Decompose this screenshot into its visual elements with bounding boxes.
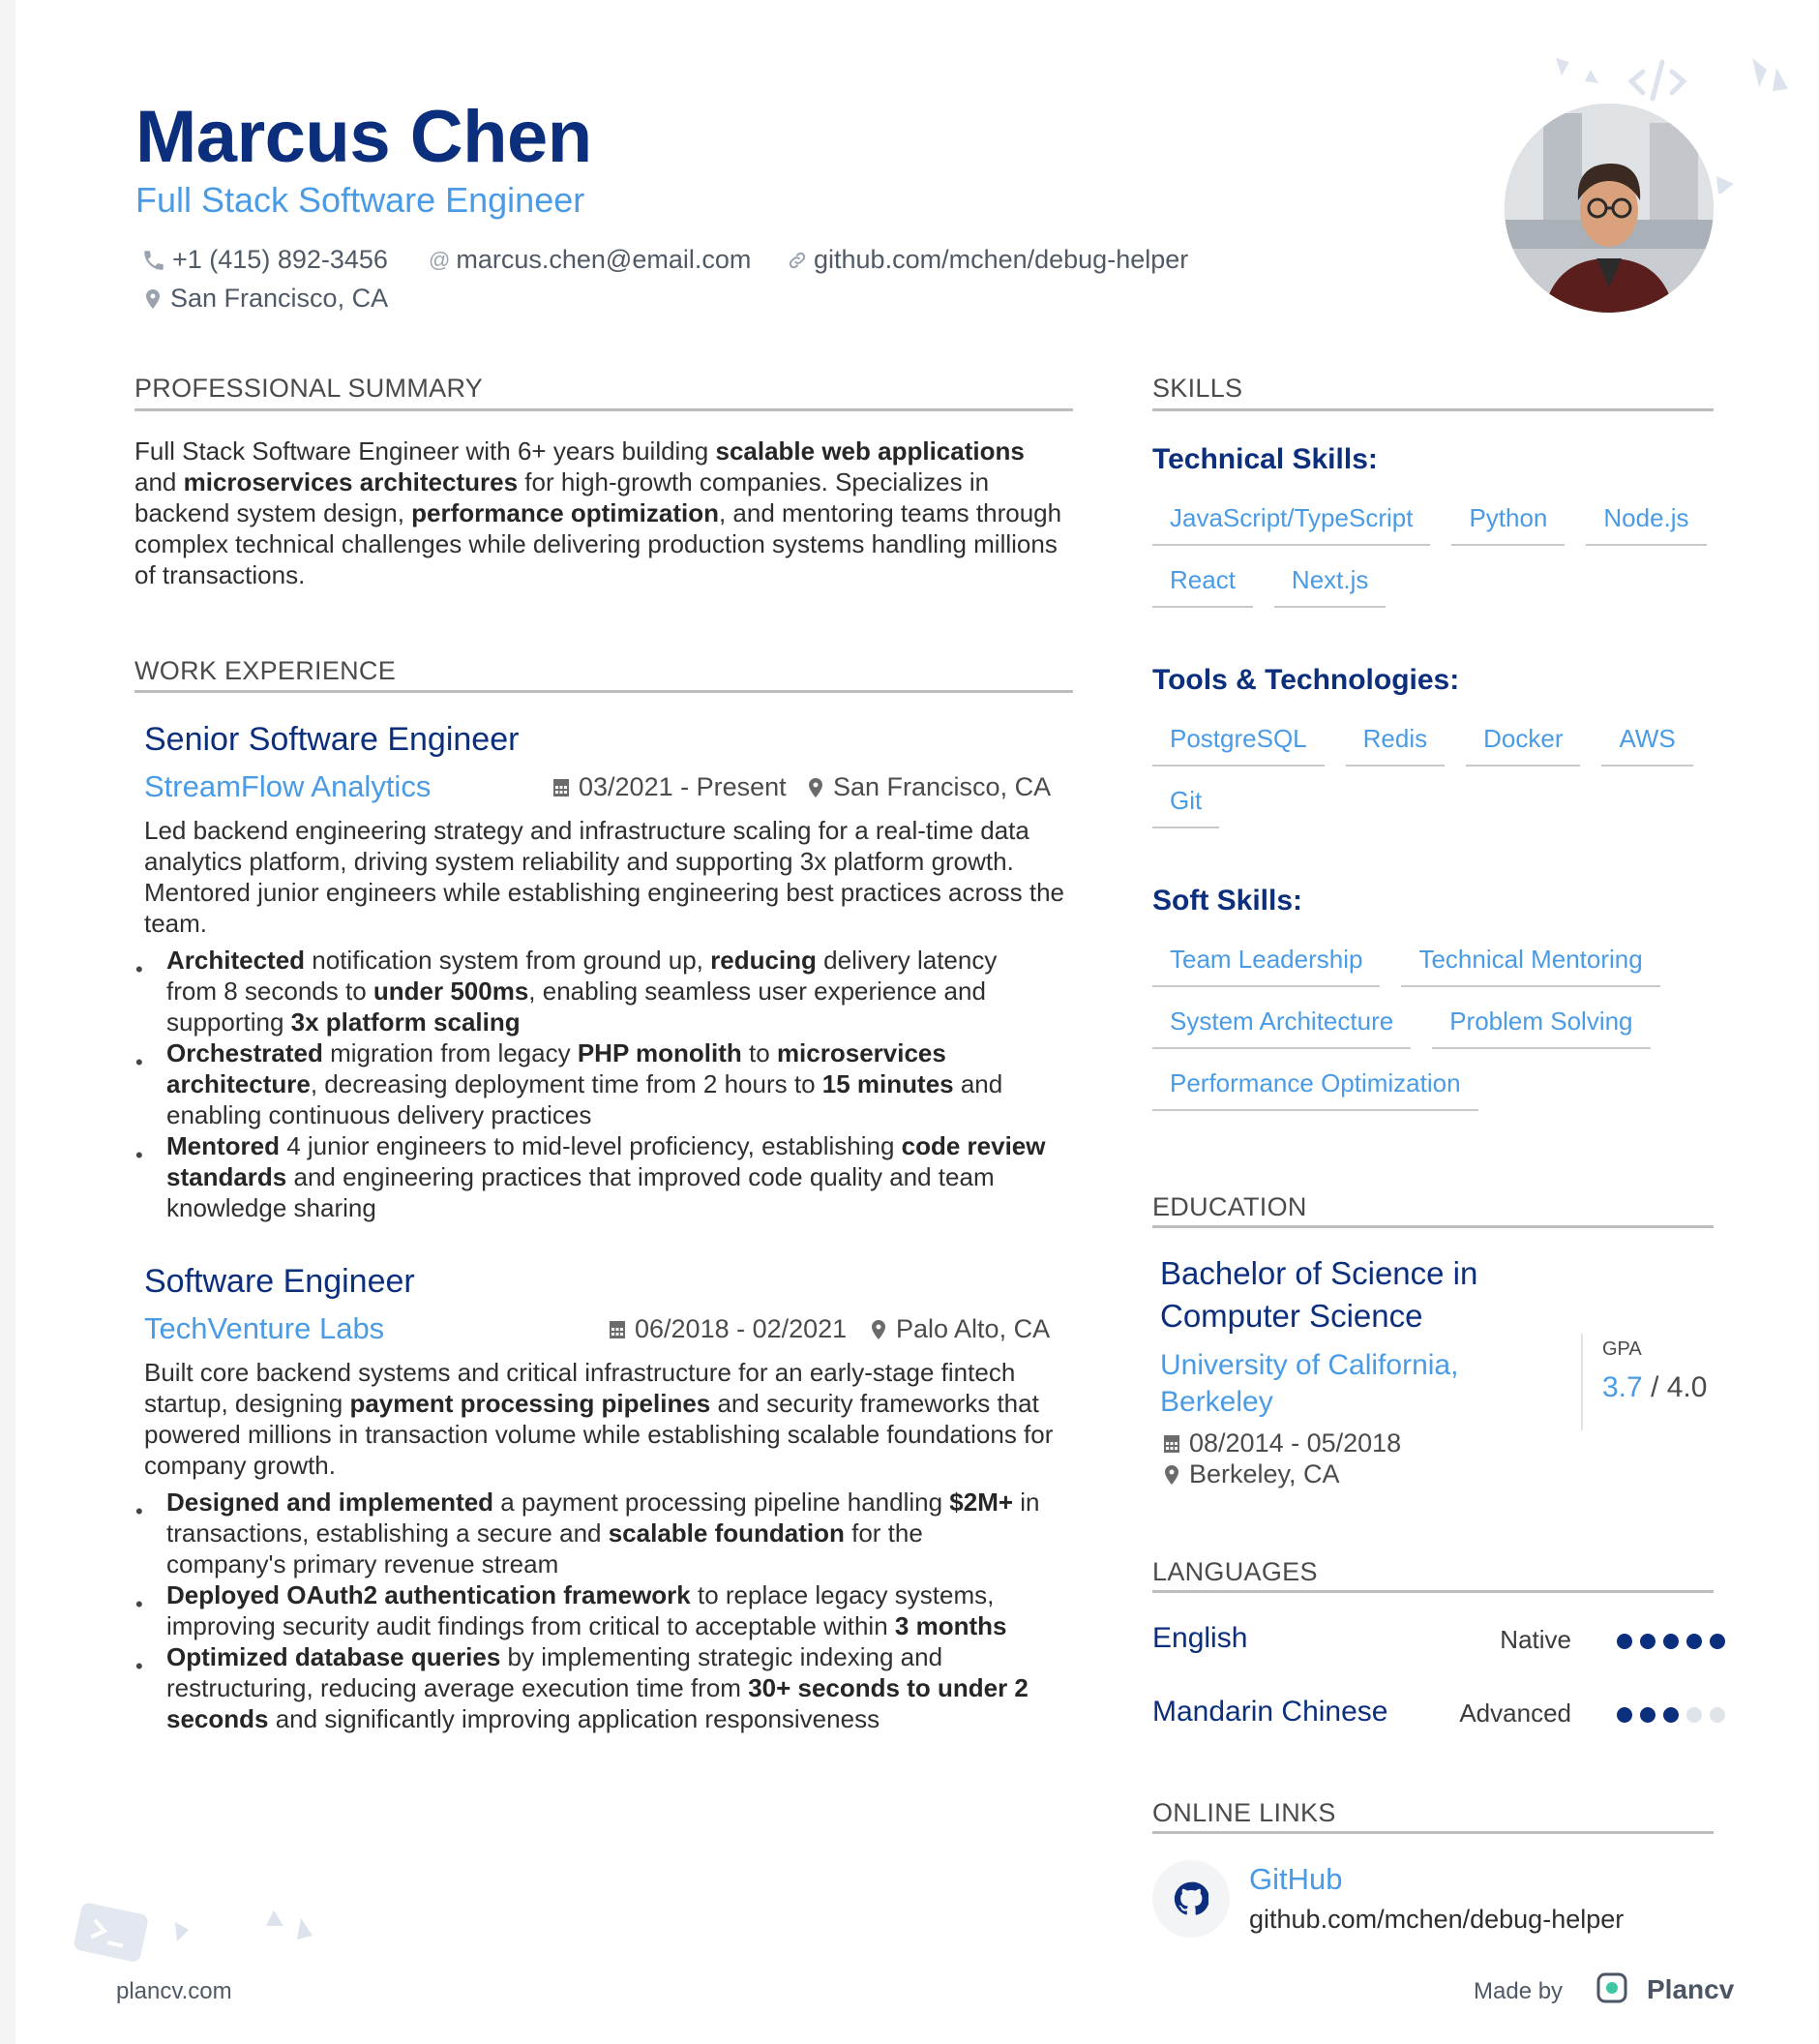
gpa-label: GPA — [1602, 1338, 1642, 1360]
skill-tags — [1152, 716, 1723, 828]
education-dates: 08/2014 - 05/2018 — [1160, 1428, 1401, 1458]
summary-text: Full Stack Software Engineer with 6+ years building scalable web applications and microservices architectures for high-growth companies. Specializes in backend system design, performance optimization, and mentoring teams through complex technical challenges while delivering production systems handling millions of transactions. — [134, 436, 1062, 589]
resume-page — [15, 0, 1819, 2044]
language-rating — [1617, 1634, 1725, 1649]
company-name: TechVenture Labs — [144, 1311, 385, 1345]
languages-divider — [1152, 1590, 1714, 1593]
candidate-name: Marcus Chen — [135, 96, 592, 178]
skill-tag: React — [1152, 557, 1253, 608]
education-divider — [1152, 1225, 1714, 1228]
contact-email[interactable] — [429, 245, 751, 275]
rating-dot-filled — [1663, 1634, 1679, 1649]
experience-divider — [134, 690, 1073, 693]
contact-website[interactable] — [787, 245, 1188, 275]
skill-group-label: Soft Skills: — [1152, 885, 1303, 917]
skills-divider — [1152, 408, 1714, 411]
language-name: Mandarin Chinese — [1152, 1696, 1388, 1728]
skill-tag: AWS — [1601, 716, 1692, 766]
location-pin-icon — [867, 1316, 890, 1343]
links-heading: ONLINE LINKS — [1152, 1798, 1336, 1827]
github-icon — [1174, 1881, 1208, 1916]
contact-location — [141, 284, 388, 314]
list-item: • Deployed OAuth2 authentication framework to replace legacy systems, improving security audit findings from critical to acceptable within 3 months — [99, 1579, 1047, 1641]
job-bullets — [99, 1487, 1047, 1734]
list-item: • Mentored 4 junior engineers to mid-level proficiency, establishing code review standards and engineering practices that improved code quality and team knowledge sharing — [99, 1130, 1047, 1223]
list-item: • Orchestrated migration from legacy PHP monolith to microservices architecture, decreasing deployment time from 2 hours to 15 minutes and enabling continuous delivery practices — [99, 1037, 1047, 1130]
email-text[interactable]: marcus.chen@email.com — [456, 245, 752, 274]
skill-tag: Performance Optimization — [1152, 1061, 1478, 1111]
location-pin-icon — [804, 774, 827, 801]
job-dates: 03/2021 - Present — [550, 772, 787, 802]
summary-divider — [134, 408, 1073, 411]
language-name: English — [1152, 1622, 1248, 1654]
skill-tag: Docker — [1466, 716, 1580, 766]
skill-tag: Team Leadership — [1152, 937, 1380, 987]
footer-made-by: Made by — [1474, 1978, 1564, 2004]
links-divider — [1152, 1831, 1714, 1834]
skill-tag: Node.js — [1586, 496, 1706, 546]
location-pin-icon — [1160, 1461, 1183, 1488]
candidate-title: Full Stack Software Engineer — [135, 180, 585, 220]
phone-icon — [141, 248, 166, 273]
rating-dot-empty — [1686, 1707, 1702, 1723]
calendar-icon — [606, 1317, 629, 1342]
decorative-terminal-icons — [69, 1897, 349, 1974]
rating-dot-filled — [1663, 1707, 1679, 1723]
website-text[interactable]: github.com/mchen/debug-helper — [814, 245, 1189, 274]
calendar-icon — [1160, 1431, 1183, 1457]
link-icon — [787, 250, 808, 271]
languages-heading: LANGUAGES — [1152, 1557, 1318, 1586]
skill-tag: Redis — [1346, 716, 1445, 766]
rating-dot-filled — [1710, 1634, 1725, 1649]
job-description: Built core backend systems and critical infrastructure for an early-stage fintech startup, designing payment processing pipelines and security frameworks that powered millions in transaction volume while establishing scalable foundations for company growth. — [144, 1358, 1054, 1480]
skill-tag: Technical Mentoring — [1401, 937, 1659, 987]
gpa-value: 3.7 / 4.0 — [1602, 1371, 1708, 1403]
degree-title: Bachelor of Science in Computer Science — [1160, 1255, 1478, 1334]
link-label[interactable]: GitHub — [1249, 1862, 1343, 1896]
plancv-logo-icon — [1595, 1970, 1629, 2005]
job-bullets — [99, 945, 1047, 1223]
summary-heading: PROFESSIONAL SUMMARY — [134, 374, 484, 403]
experience-heading: WORK EXPERIENCE — [134, 656, 397, 685]
job-title: Senior Software Engineer — [144, 721, 520, 758]
language-level: Native — [1500, 1625, 1571, 1654]
skill-group-label: Technical Skills: — [1152, 443, 1378, 475]
skills-heading: SKILLS — [1152, 374, 1243, 403]
skill-tag: Problem Solving — [1432, 999, 1650, 1049]
list-item: • Optimized database queries by implementing strategic indexing and restructuring, reducing average execution time from 30+ seconds to under 2 seconds and significantly improving application responsiveness — [99, 1641, 1047, 1734]
company-name: StreamFlow Analytics — [144, 769, 432, 803]
job-location: Palo Alto, CA — [867, 1314, 1050, 1344]
skill-tag: JavaScript/TypeScript — [1152, 496, 1430, 546]
skill-group-label: Tools & Technologies: — [1152, 664, 1460, 696]
job-description: Led backend engineering strategy and infrastructure scaling for a real-time data analytics platform, driving system reliability and supporting 3x platform growth. Mentored junior engineers while establishing engineering best practices across the team. — [144, 816, 1064, 938]
skill-tag: Git — [1152, 778, 1219, 828]
at-icon: @ — [429, 247, 451, 272]
rating-dot-filled — [1617, 1707, 1632, 1723]
skill-tag: Python — [1451, 496, 1565, 546]
skill-tags — [1152, 937, 1723, 1111]
language-level: Advanced — [1459, 1698, 1571, 1728]
location-text: San Francisco, CA — [170, 284, 389, 313]
skill-tags — [1152, 496, 1723, 608]
skill-tag: Next.js — [1274, 557, 1386, 608]
rating-dot-filled — [1640, 1707, 1655, 1723]
list-item: • Architected notification system from ground up, reducing delivery latency from 8 seconds to under 500ms, enabling seamless user experience and supporting 3x platform scaling — [99, 945, 1047, 1037]
rating-dot-filled — [1617, 1634, 1632, 1649]
gpa-divider — [1581, 1334, 1583, 1430]
footer-site[interactable]: plancv.com — [116, 1978, 232, 2004]
rating-dot-filled — [1686, 1634, 1702, 1649]
skill-tag: PostgreSQL — [1152, 716, 1325, 766]
education-location: Berkeley, CA — [1160, 1459, 1340, 1489]
contact-phone — [141, 245, 388, 275]
phone-text: +1 (415) 892-3456 — [172, 245, 388, 274]
profile-photo — [1505, 104, 1714, 313]
calendar-icon — [550, 775, 573, 800]
github-icon-badge[interactable] — [1152, 1860, 1230, 1938]
list-item: • Designed and implemented a payment processing pipeline handling $2M+ in transactions, establishing a secure and scalable foundation for the company's primary revenue stream — [99, 1487, 1047, 1579]
school-name: University of California, Berkeley — [1160, 1349, 1459, 1418]
job-location: San Francisco, CA — [804, 772, 1051, 802]
footer-brand[interactable]: Plancv — [1647, 1974, 1735, 2004]
job-title: Software Engineer — [144, 1263, 415, 1300]
location-pin-icon — [141, 286, 164, 312]
rating-dot-empty — [1710, 1707, 1725, 1723]
link-url[interactable]: github.com/mchen/debug-helper — [1249, 1905, 1625, 1934]
skill-tag: System Architecture — [1152, 999, 1411, 1049]
rating-dot-filled — [1640, 1634, 1655, 1649]
education-heading: EDUCATION — [1152, 1192, 1307, 1221]
job-dates: 06/2018 - 02/2021 — [606, 1314, 847, 1344]
language-rating — [1617, 1707, 1725, 1723]
